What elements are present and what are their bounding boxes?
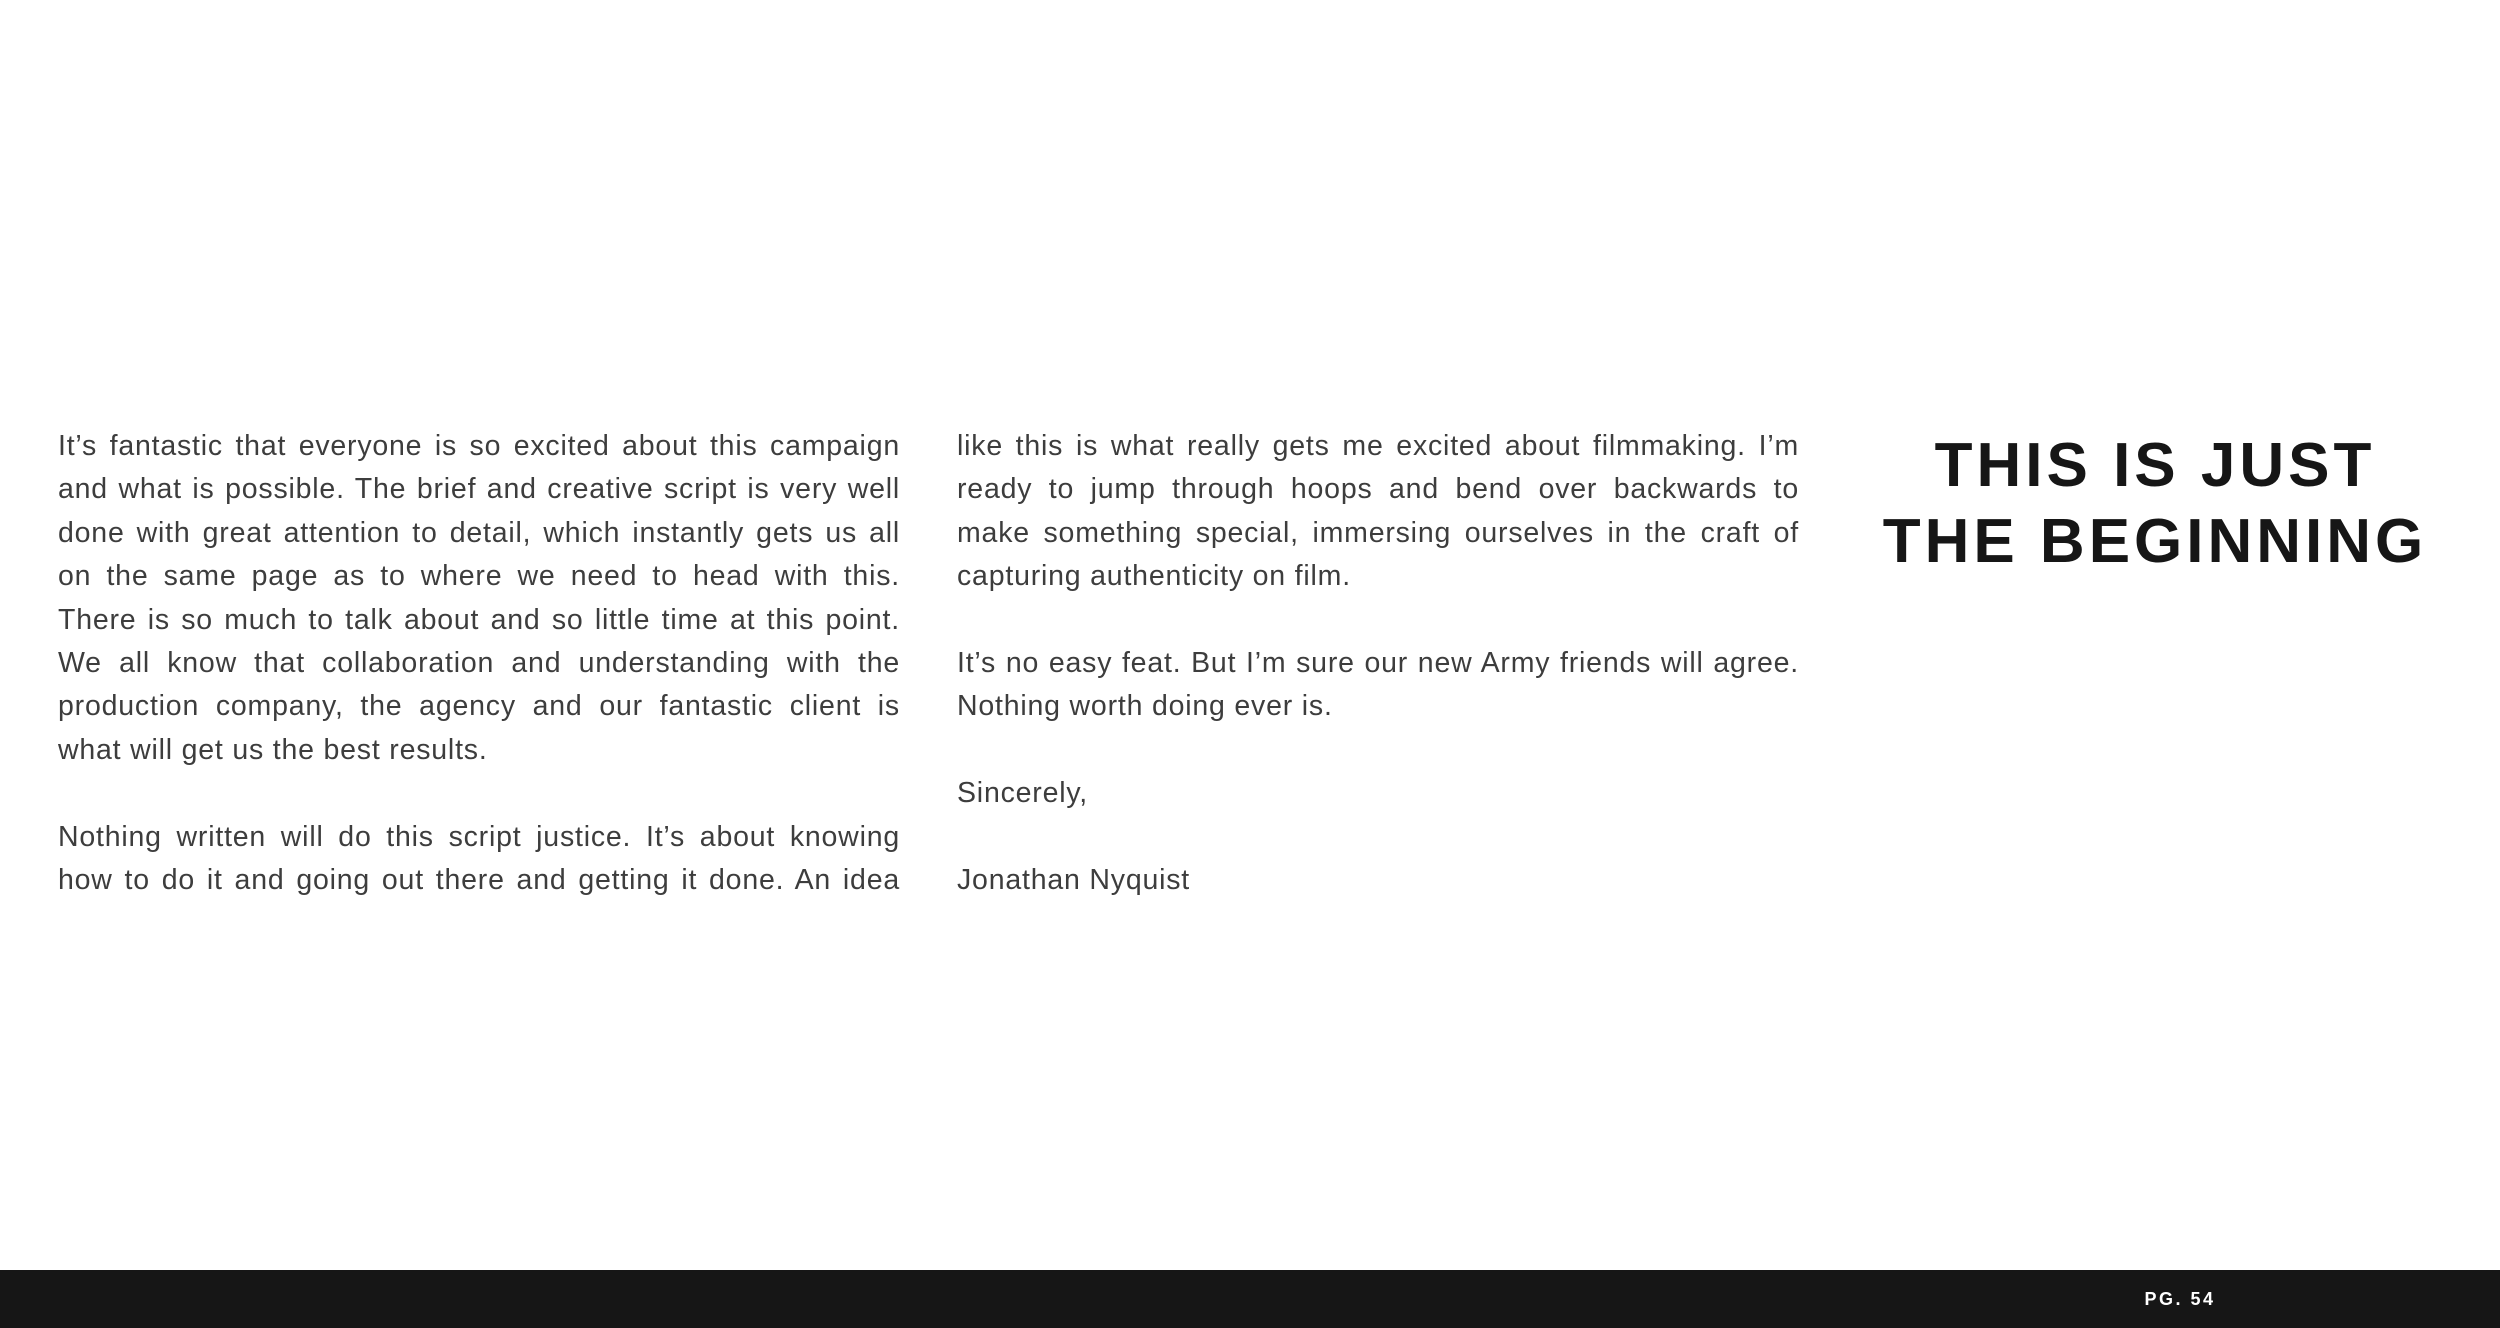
middle-text-column — [957, 425, 1799, 946]
middle-paragraph-1: like this is what really gets me excited about filmmaking. I’m ready to jump through hoops and bend over backwards to make something special, immersing ourselves in the craft of capturing authenticity on film. — [957, 430, 1799, 593]
headline-line-2: THE BEGINNING — [1882, 507, 2428, 576]
left-paragraph-2: Nothing written will do this script justice. It’s about knowing how to do it and going out there and getting it done. An idea — [58, 820, 900, 897]
left-text-column — [58, 425, 900, 946]
headline-line-1: THIS IS JUST — [1934, 431, 2376, 500]
middle-paragraph-2: It’s no easy feat. But I’m sure our new Army friends will agree. Nothing worth doing ever is. — [957, 647, 1799, 723]
left-paragraph-1: It’s fantastic that everyone is so excited about this campaign and what is possible. The brief and creative script is very well done with great attention to detail, which instantly gets us all on the same page as to where we need to head with this. There is so much to talk about and so little time at this point. We all know that collaboration and understanding with the production company, the agency and our fantastic client is what will get us the best results. — [58, 430, 900, 766]
page-number: PG. 54 — [2144, 1289, 2216, 1309]
signature-name: Jonathan Nyquist — [957, 864, 1191, 897]
headline — [1800, 428, 2500, 580]
closing-salutation: Sincerely, — [957, 777, 1089, 810]
